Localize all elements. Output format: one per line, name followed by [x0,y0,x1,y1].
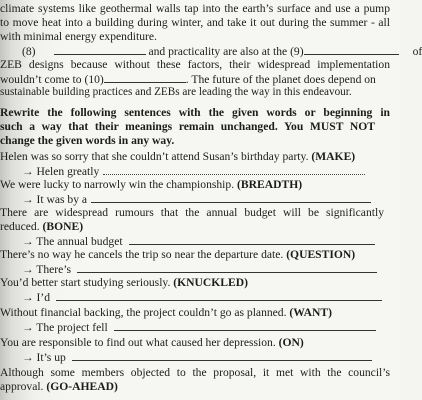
answer-field[interactable] [72,350,372,361]
passage-line: to move heat into a building during winter, and take it out during the summer - all [0,16,390,29]
exercise-answer-line [22,192,371,206]
instruction-line: such a way that their meanings remain unchanged. You MUST NOT [0,120,375,133]
exercise-sentence: We were lucky to narrowly win the championship. (BREADTH) [0,178,303,191]
answer-prompt: → There’s [22,263,72,276]
answer-field[interactable] [56,290,382,301]
exercise-keyword: (BREADTH) [237,178,303,191]
exercise-sentence: Although some members objected to the proposal, it met with the council’s [0,366,390,379]
instruction-line: change the given words in any way. [0,134,175,147]
exercise-keyword: (MAKE) [311,150,356,163]
exercise-sentence: There are widespread rumours that the annual budget will be significantly [0,206,384,219]
answer-field[interactable] [129,234,375,245]
exercise-sentence: You are responsible to find out what caused her depression. (ON) [0,336,304,349]
exercise-sentence: Helen was so sorry that she couldn’t attend Susan’s birthday party. (MAKE) [0,150,356,163]
exercise-sentence-cont: approval. (GO-AHEAD) [0,380,118,393]
exercise-sentence: You’d better start studying seriously. (KNUCKLED) [0,276,248,289]
exercise-keyword: (KNUCKLED) [173,276,248,289]
answer-field[interactable] [114,320,376,331]
exercise-keyword: (BONE) [42,220,84,233]
passage-line: sustainable building practices and ZEBs are leading the way in this endeavour. [0,86,352,98]
exercise-answer-line [22,350,372,364]
passage-line-gap10 [0,72,392,86]
answer-prompt: → The project fell [22,321,108,334]
blank-10[interactable] [104,72,186,83]
exercise-sentence: Without financial backing, the project couldn’t go as planned. (WANT) [0,306,332,319]
passage-text: wouldn’t come to (10) [0,73,104,86]
exercise-answer-line [22,262,377,276]
answer-prompt: → I’d [22,291,51,304]
answer-prompt: → The annual budget [22,235,123,248]
answer-prompt: → It was by a [22,193,88,206]
answer-field[interactable] [77,262,377,273]
passage-text: and practicality are also at the (9) [148,45,304,58]
passage-line: climate systems like geothermal walls tap into the earth’s surface and use a pump [0,2,390,15]
passage-line: ZEB designs because without these factors, their widespread implementation [0,58,390,71]
passage-line-gap8 [0,44,422,58]
answer-field[interactable] [91,192,371,203]
exercise-keyword: (GO-AHEAD) [46,380,118,393]
blank-9[interactable] [304,44,399,55]
exercise-keyword: (QUESTION) [286,248,356,261]
exercise-sentence-cont: reduced. (BONE) [0,220,84,233]
exercise-keyword: (WANT) [289,306,332,319]
blank-8[interactable] [54,44,146,55]
exercise-sentence: There’s no way he cancels the trip so near the departure date. (QUESTION) [0,248,356,261]
answer-field[interactable] [103,164,365,175]
exercise-answer-line [22,234,375,248]
passage-text: of [412,45,422,58]
answer-prompt: → It’s up [22,351,66,364]
exercise-answer-line [22,164,365,178]
exercise-answer-line [22,290,382,304]
answer-prompt: → Helen greatly [22,165,100,178]
instruction-line: Rewrite the following sentences with the given words or beginning in [0,106,390,119]
exercise-answer-line [22,320,376,334]
blank-number-8: (8) [22,45,36,58]
passage-text: . The future of the planet does depend on [185,73,376,86]
passage-line: with minimal energy expenditure. [0,30,157,43]
exercise-keyword: (ON) [278,336,304,349]
